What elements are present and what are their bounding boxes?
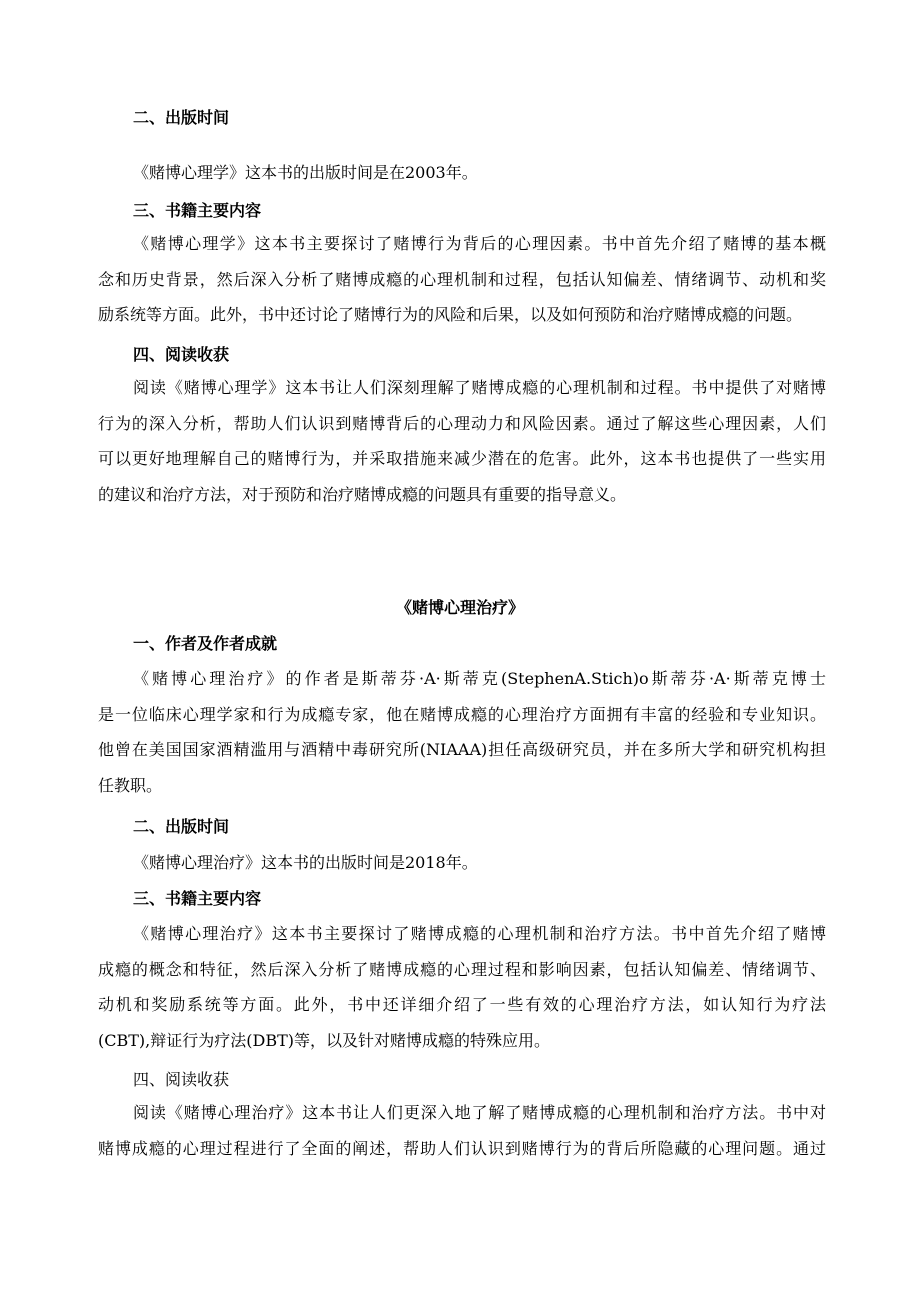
book1-section3-heading: 三、书籍主要内容 [133, 201, 262, 220]
paragraph-line: 《赌博心理治疗》这本书主要探讨了赌博成瘾的心理机制和治疗方法。书中首先介绍了赌博 [133, 924, 826, 943]
book2-section4-heading: 四、阅读收获 [133, 1070, 230, 1089]
book2-section4-paragraph [98, 1095, 826, 1166]
paragraph-line: 赌博成瘾的心理过程进行了全面的阐述，帮助人们认识到赌博行为的背后所隐藏的心理问题。通过 [98, 1138, 826, 1158]
paragraph-line: 阅读《赌博心理治疗》这本书让人们更深入地了解了赌博成瘾的心理机制和治疗方法。书中对 [133, 1103, 826, 1122]
paragraph-line: 可以更好地理解自己的赌博行为，并采取措施来减少潜在的危害。此外，这本书也提供了一些实用 [98, 449, 826, 468]
book2-section1-paragraph [98, 661, 826, 803]
paragraph-line: 励系统等方面。此外，书中还讨论了赌博行为的风险和后果，以及如何预防和治疗赌博成瘾的问题。 [98, 305, 803, 324]
paragraph-line: 任教职。 [98, 775, 163, 795]
book1-section2-text: 《赌博心理学》这本书的出版时间是在2003年。 [133, 163, 478, 182]
paragraph-line: 成瘾的概念和特征，然后深入分析了赌博成瘾的心理过程和影响因素，包括认知偏差、情绪调节、 [98, 959, 826, 979]
paragraph-line: 念和历史背景，然后深入分析了赌博成瘾的心理机制和过程，包括认知偏差、情绪调节、动机和奖 [98, 269, 826, 289]
paragraph-line: 他曾在美国国家酒精滥用与酒精中毒研究所(NIAAA)担任高级研究员，并在多所大学和研究机构担 [98, 740, 826, 759]
book2-section1-heading: 一、作者及作者成就 [133, 634, 278, 653]
paragraph-line: (CBT),辩证行为疗法(DBT)等，以及针对赌博成瘾的特殊应用。 [98, 1030, 550, 1050]
book2-section3-paragraph [98, 916, 826, 1058]
book1-section2-heading: 二、出版时间 [133, 108, 230, 127]
book2-title: 《赌博心理治疗》 [395, 598, 524, 617]
paragraph-line: 阅读《赌博心理学》这本书让人们深刻理解了赌博成瘾的心理机制和过程。书中提供了对赌博 [133, 378, 826, 397]
paragraph-line: 的建议和治疗方法，对于预防和治疗赌博成瘾的问题具有重要的指导意义。 [98, 484, 627, 504]
book1-section4-paragraph [98, 370, 826, 512]
paragraph-line: 《赌博心理学》这本书主要探讨了赌博行为背后的心理因素。书中首先介绍了赌博的基本概 [133, 234, 826, 253]
paragraph-line: 《赌博心理治疗》的作者是斯蒂芬·A·斯蒂克(StephenA.Stich)o斯蒂芬·A·斯蒂克博士 [133, 669, 826, 688]
book2-section3-heading: 三、书籍主要内容 [133, 889, 262, 908]
book2-section2-heading: 二、出版时间 [133, 817, 230, 836]
book1-section3-paragraph [98, 226, 826, 333]
paragraph-line: 行为的深入分析，帮助人们认识到赌博背后的心理动力和风险因素。通过了解这些心理因素，人们 [98, 413, 826, 433]
paragraph-line: 是一位临床心理学家和行为成瘾专家，他在赌博成瘾的心理治疗方面拥有丰富的经验和专业知识。 [98, 704, 826, 724]
book1-section4-heading: 四、阅读收获 [133, 345, 230, 364]
paragraph-line: 动机和奖励系统等方面。此外，书中还详细介绍了一些有效的心理治疗方法，如认知行为疗法 [98, 995, 826, 1014]
book2-section2-text: 《赌博心理治疗》这本书的出版时间是2018年。 [133, 853, 478, 872]
